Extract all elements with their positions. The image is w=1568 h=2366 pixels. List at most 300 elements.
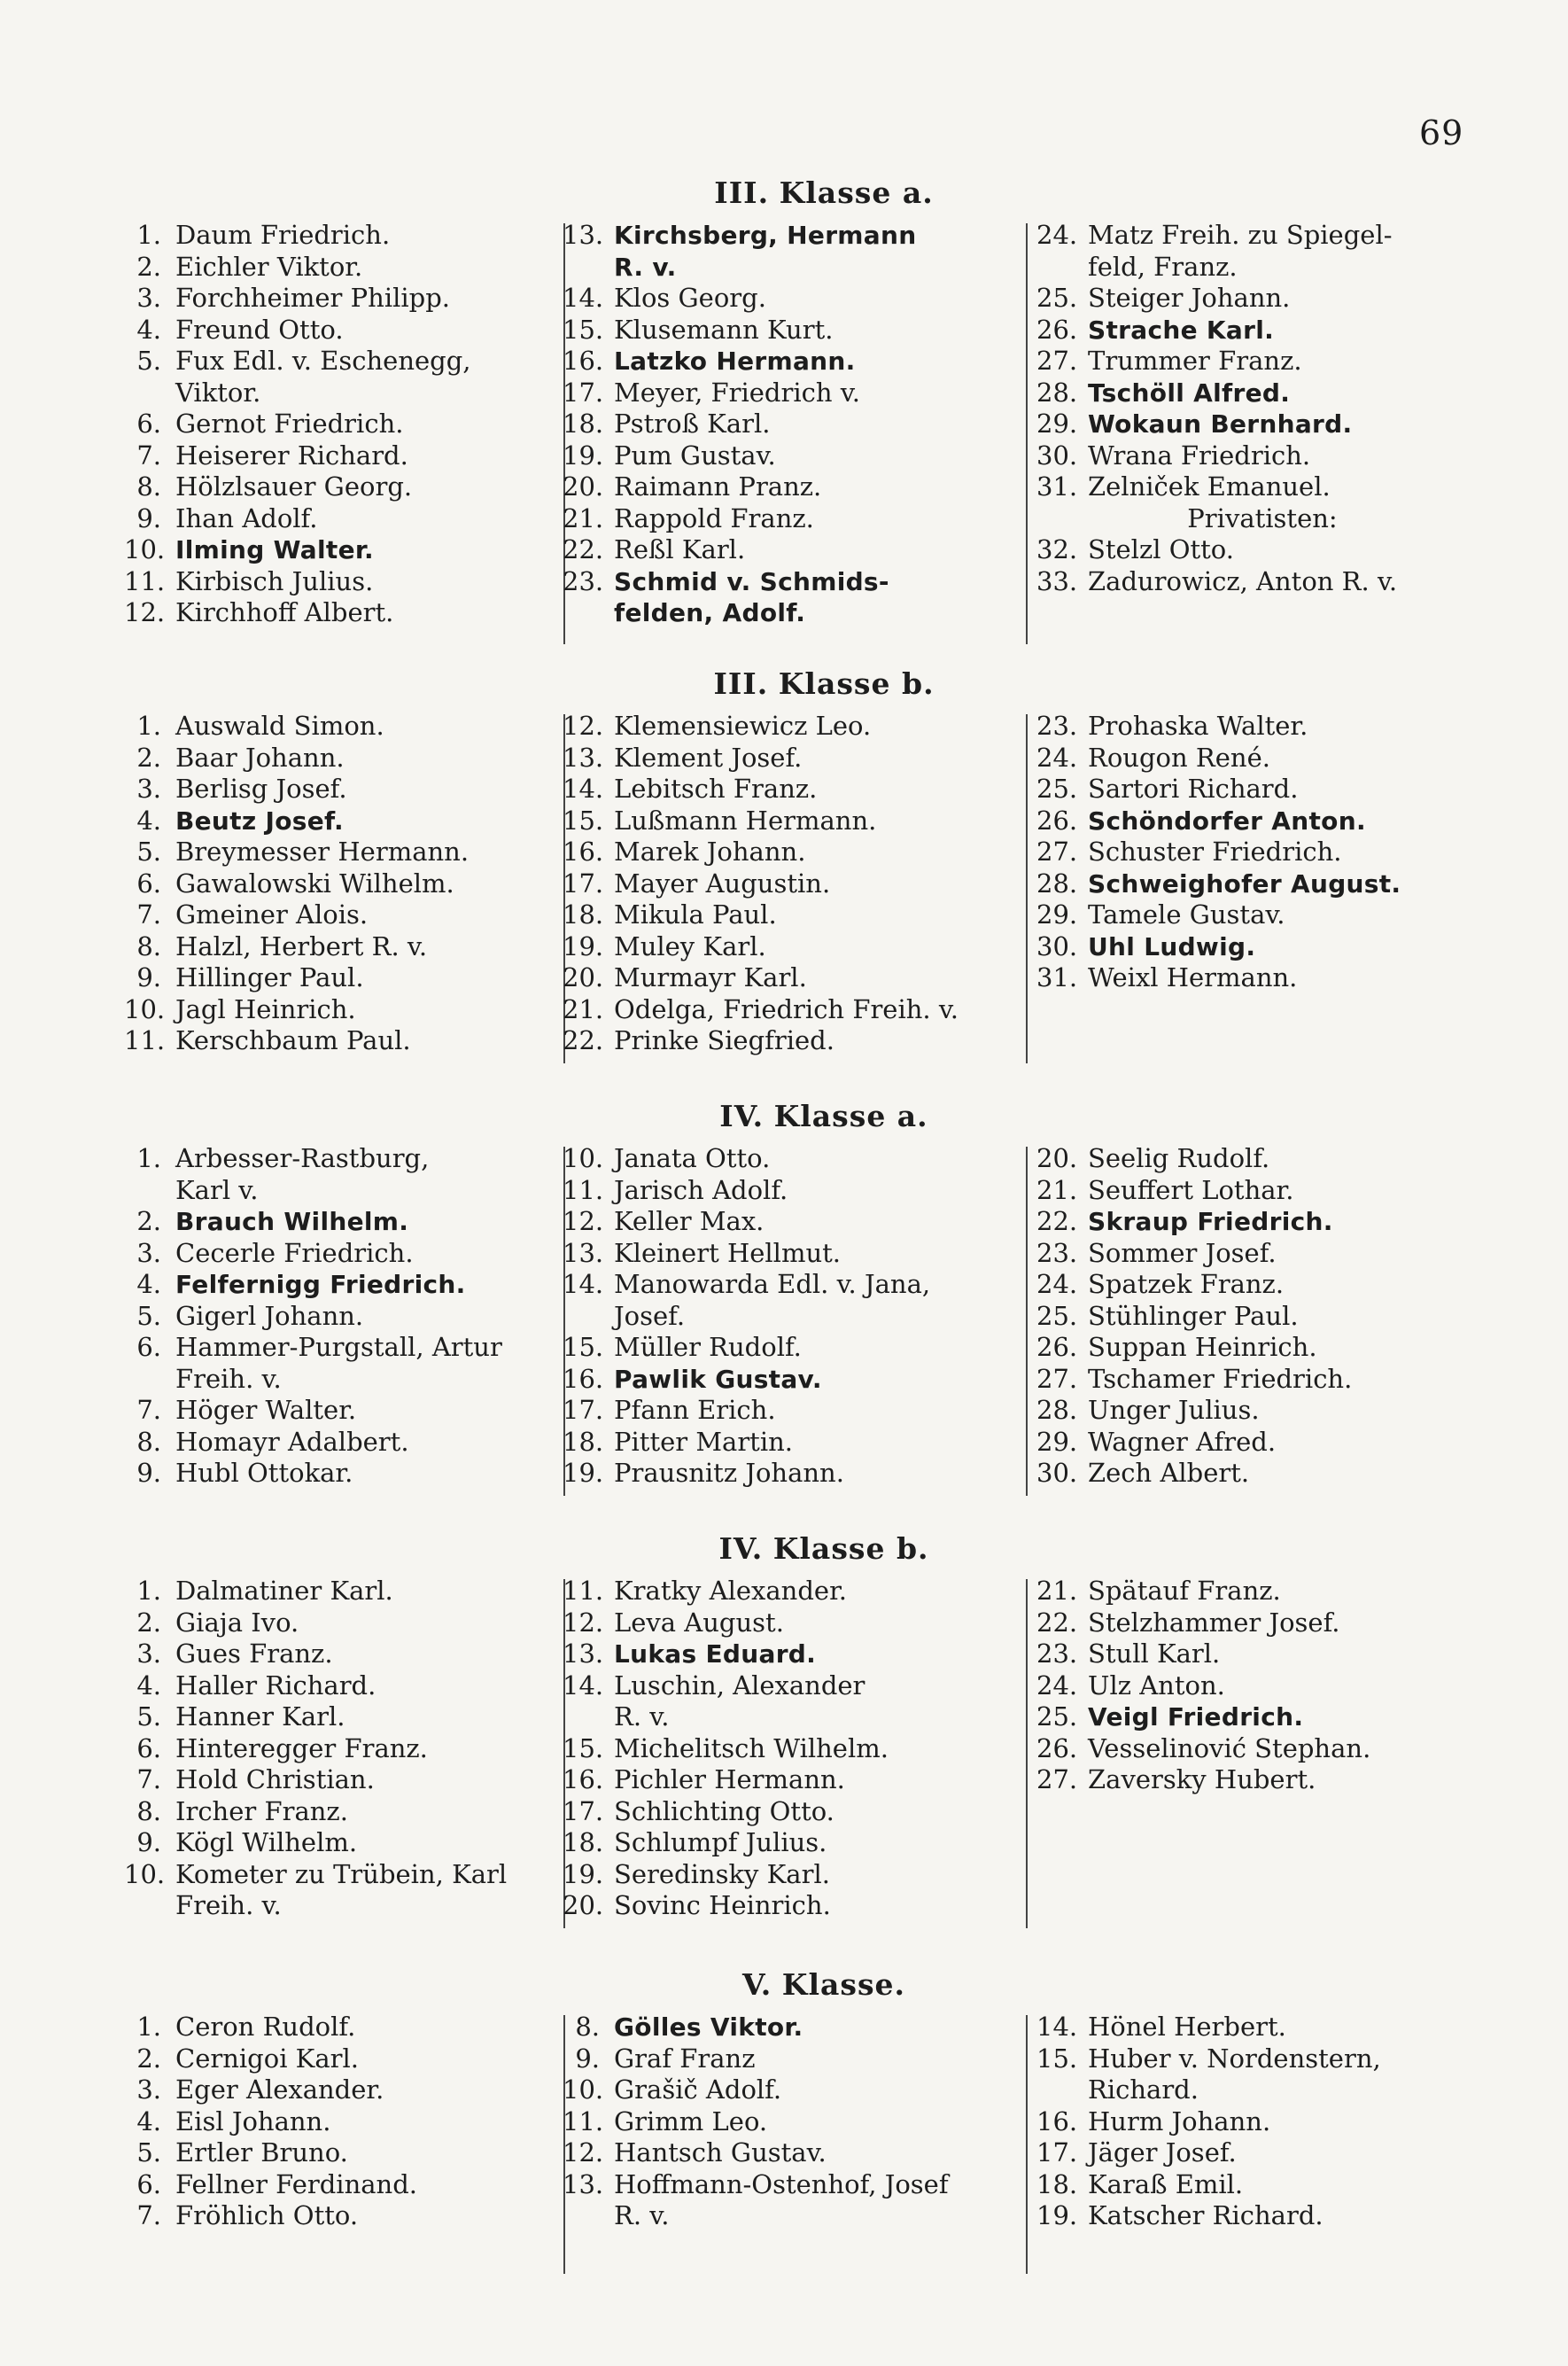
list-item bbox=[124, 1796, 558, 1828]
student-name: Giaja Ivo. bbox=[175, 1607, 299, 1638]
list-item bbox=[563, 1607, 1023, 1639]
list-item bbox=[124, 1859, 558, 1922]
student-name: Jarisch Adolf. bbox=[614, 1174, 788, 1205]
student-name: Gernot Friedrich. bbox=[175, 409, 404, 439]
item-number: 25. bbox=[1036, 283, 1078, 313]
student-name: Stull Karl. bbox=[1088, 1638, 1221, 1669]
student-name: Kleinert Hellmut. bbox=[614, 1237, 842, 1268]
list-item bbox=[563, 774, 1023, 806]
list-item bbox=[563, 1890, 1023, 1922]
list-item bbox=[1036, 2137, 1488, 2169]
list-item bbox=[124, 566, 558, 598]
student-name: Seuffert Lothar. bbox=[1088, 1174, 1294, 1205]
item-number: 19. bbox=[563, 930, 604, 961]
columns bbox=[124, 1143, 1488, 1560]
item-number: 8. bbox=[575, 2012, 600, 2042]
list-item bbox=[124, 743, 558, 774]
list-item bbox=[1036, 1143, 1488, 1175]
student-name: Huber v. Nordenstern, bbox=[1088, 2043, 1381, 2074]
item-number: 8. bbox=[136, 1426, 161, 1457]
list-item bbox=[124, 1638, 558, 1670]
item-number: 7. bbox=[136, 440, 161, 471]
student-name: Gmeiner Alois. bbox=[175, 899, 369, 930]
list-item bbox=[124, 471, 558, 503]
student-name: Dalmatiner Karl. bbox=[175, 1576, 393, 1606]
item-number: 2. bbox=[136, 1206, 161, 1236]
item-number: 9. bbox=[136, 1458, 161, 1488]
list-item bbox=[563, 1332, 1023, 1364]
list-item bbox=[1036, 2106, 1488, 2138]
item-number: 9. bbox=[136, 962, 161, 992]
item-number: 11. bbox=[124, 565, 166, 596]
item-number: 27. bbox=[1036, 837, 1078, 867]
item-number: 12. bbox=[563, 2137, 604, 2168]
student-name: Murmayr Karl. bbox=[614, 962, 807, 992]
student-name: Pichler Hermann. bbox=[614, 1764, 845, 1794]
item-number: 16. bbox=[563, 1764, 604, 1794]
item-number: 8. bbox=[136, 1795, 161, 1826]
name-column-1 bbox=[124, 1143, 558, 1490]
item-number: 32. bbox=[1036, 534, 1078, 564]
item-number: 30. bbox=[1036, 440, 1078, 471]
student-name: Suppan Heinrich. bbox=[1088, 1332, 1317, 1362]
student-name: Kratky Alexander. bbox=[614, 1576, 847, 1606]
student-name: Wagner Afred. bbox=[1088, 1426, 1277, 1457]
list-item bbox=[1036, 377, 1488, 409]
item-number: 3. bbox=[136, 2074, 161, 2105]
section-heading: III. Klasse a. bbox=[714, 175, 934, 210]
student-name-continuation: Karl v. bbox=[175, 1174, 259, 1205]
student-name: Hold Christian. bbox=[175, 1764, 375, 1794]
item-number: 7. bbox=[136, 1764, 161, 1794]
student-name: Unger Julius. bbox=[1088, 1395, 1260, 1425]
student-name: Veigl Friedrich. bbox=[1088, 1702, 1304, 1732]
item-number: 14. bbox=[1036, 2012, 1078, 2042]
list-item bbox=[563, 2106, 1023, 2138]
list-item bbox=[563, 220, 1023, 283]
student-name: Latzko Hermann. bbox=[614, 346, 856, 376]
student-name: Tschamer Friedrich. bbox=[1088, 1363, 1353, 1394]
item-number: 5. bbox=[136, 1300, 161, 1331]
item-number: 11. bbox=[563, 1174, 604, 1205]
list-item bbox=[563, 1143, 1023, 1175]
list-item bbox=[124, 1301, 558, 1333]
name-column-3 bbox=[1036, 1143, 1488, 1490]
item-number: 11. bbox=[563, 1576, 604, 1606]
list-item bbox=[1036, 931, 1488, 963]
columns bbox=[124, 711, 1488, 1127]
list-item bbox=[124, 1764, 558, 1796]
student-name: Leva August. bbox=[614, 1607, 784, 1638]
item-number: 10. bbox=[563, 1143, 604, 1173]
list-item bbox=[1036, 440, 1488, 472]
student-name-continuation: R. v. bbox=[614, 1701, 670, 1732]
item-number: 12. bbox=[563, 1206, 604, 1236]
list-item bbox=[124, 1670, 558, 1702]
student-name: Berlisg Josef. bbox=[175, 774, 347, 804]
student-name: Prinke Siegfried. bbox=[614, 1025, 834, 1055]
list-item bbox=[124, 868, 558, 900]
list-item bbox=[563, 346, 1023, 377]
list-item bbox=[563, 1206, 1023, 1238]
student-name: Tamele Gustav. bbox=[1088, 899, 1285, 930]
item-number: 6. bbox=[136, 409, 161, 439]
list-item bbox=[563, 2012, 1023, 2043]
item-number: 16. bbox=[563, 346, 604, 376]
list-item bbox=[124, 2043, 558, 2075]
list-item bbox=[563, 1025, 1023, 1057]
list-item bbox=[124, 931, 558, 963]
list-item bbox=[124, 2169, 558, 2201]
list-item bbox=[1036, 743, 1488, 774]
item-number: 9. bbox=[575, 2043, 600, 2074]
student-name: Zech Albert. bbox=[1088, 1458, 1250, 1488]
item-number: 15. bbox=[1036, 2043, 1078, 2074]
list-item bbox=[124, 1827, 558, 1859]
list-item bbox=[563, 806, 1023, 837]
student-name: Raimann Pranz. bbox=[614, 471, 822, 502]
item-number: 15. bbox=[563, 805, 604, 836]
student-name: Ulz Anton. bbox=[1088, 1669, 1225, 1701]
item-number: 10. bbox=[563, 2074, 604, 2105]
list-item bbox=[563, 566, 1023, 629]
student-name: Zadurowicz, Anton R. v. bbox=[1088, 565, 1398, 596]
list-item bbox=[563, 1175, 1023, 1207]
list-item bbox=[124, 1238, 558, 1270]
item-number: 4. bbox=[136, 314, 161, 345]
list-item bbox=[563, 711, 1023, 743]
item-number: 25. bbox=[1036, 1300, 1078, 1331]
list-item bbox=[1036, 806, 1488, 837]
list-item bbox=[1036, 1269, 1488, 1301]
name-column-3 bbox=[1036, 711, 1488, 994]
student-name: Fux Edl. v. Eschenegg, bbox=[175, 346, 471, 376]
column-divider bbox=[1026, 1147, 1028, 1496]
student-name: Hubl Ottokar. bbox=[175, 1458, 353, 1488]
student-name: Zaversky Hubert. bbox=[1088, 1764, 1316, 1794]
student-name: Jagl Heinrich. bbox=[175, 993, 356, 1024]
student-name: Hanner Karl. bbox=[175, 1701, 345, 1732]
student-name: Pum Gustav. bbox=[614, 440, 776, 471]
item-number: 5. bbox=[136, 346, 161, 376]
list-item bbox=[124, 1607, 558, 1639]
item-number: 5. bbox=[136, 837, 161, 867]
list-item bbox=[1036, 899, 1488, 931]
student-name: Spätauf Franz. bbox=[1088, 1576, 1281, 1606]
list-item bbox=[1036, 2012, 1488, 2043]
student-name: Auswald Simon. bbox=[175, 711, 384, 741]
item-number: 22. bbox=[1036, 1607, 1078, 1638]
student-name-continuation: R. v. bbox=[614, 2200, 670, 2230]
list-item bbox=[124, 315, 558, 346]
student-name: Matz Freih. zu Spiegel- bbox=[1088, 220, 1393, 250]
student-name: Katscher Richard. bbox=[1088, 2200, 1323, 2230]
item-number: 25. bbox=[1036, 774, 1078, 804]
item-number: 15. bbox=[563, 1732, 604, 1763]
list-item bbox=[1036, 409, 1488, 440]
student-name: Grimm Leo. bbox=[614, 2105, 768, 2136]
list-item bbox=[124, 1206, 558, 1238]
item-number: 16. bbox=[563, 1363, 604, 1394]
item-number: 6. bbox=[136, 868, 161, 899]
student-name: Seredinsky Karl. bbox=[614, 1858, 830, 1889]
item-number: 4. bbox=[136, 1669, 161, 1701]
item-number: 31. bbox=[1036, 471, 1078, 502]
student-name: Kerschbaum Paul. bbox=[175, 1025, 411, 1055]
list-item bbox=[124, 597, 558, 629]
student-name-continuation: R. v. bbox=[614, 252, 677, 282]
student-name: Homayr Adalbert. bbox=[175, 1426, 409, 1457]
list-item bbox=[563, 1395, 1023, 1427]
student-name: Lußmann Hermann. bbox=[614, 805, 877, 836]
student-name: Kirbisch Julius. bbox=[175, 565, 374, 596]
student-name: Höger Walter. bbox=[175, 1395, 357, 1425]
list-item bbox=[563, 743, 1023, 774]
student-name: Spatzek Franz. bbox=[1088, 1269, 1285, 1299]
item-number: 27. bbox=[1036, 1764, 1078, 1794]
section-heading: IV. Klasse b. bbox=[718, 1531, 929, 1566]
list-item bbox=[1036, 1206, 1488, 1238]
list-item bbox=[563, 1796, 1023, 1828]
student-name: Schlichting Otto. bbox=[614, 1795, 834, 1826]
item-number: 7. bbox=[136, 899, 161, 930]
list-item bbox=[124, 1332, 558, 1395]
list-item bbox=[124, 2012, 558, 2043]
list-item bbox=[124, 2200, 558, 2232]
list-item bbox=[1036, 566, 1488, 598]
list-item bbox=[1036, 1670, 1488, 1702]
student-name: Schöndorfer Anton. bbox=[1088, 806, 1366, 836]
item-number: 22. bbox=[1036, 1206, 1078, 1236]
list-item bbox=[1036, 2200, 1488, 2232]
item-number: 28. bbox=[1036, 1395, 1078, 1425]
student-name: Schlumpf Julius. bbox=[614, 1827, 827, 1857]
student-name: Hinteregger Franz. bbox=[175, 1732, 428, 1763]
list-item bbox=[1036, 774, 1488, 806]
item-number: 8. bbox=[136, 471, 161, 502]
item-number: 24. bbox=[1036, 742, 1078, 773]
student-name: Mikula Paul. bbox=[614, 899, 777, 930]
student-name: Meyer, Friedrich v. bbox=[614, 377, 860, 408]
student-name: Graf Franz bbox=[614, 2043, 756, 2074]
list-item bbox=[124, 774, 558, 806]
student-name-continuation: felden, Adolf. bbox=[614, 598, 806, 627]
section-v-klasse bbox=[124, 1958, 1488, 2313]
item-number: 14. bbox=[563, 774, 604, 804]
item-number: 20. bbox=[563, 1890, 604, 1920]
item-number: 23. bbox=[1036, 1638, 1078, 1669]
item-number: 13. bbox=[563, 1638, 604, 1669]
section-iv-klasse-a bbox=[124, 1090, 1488, 1506]
list-item bbox=[563, 1364, 1023, 1396]
item-number: 20. bbox=[563, 471, 604, 502]
student-name: Cecerle Friedrich. bbox=[175, 1237, 414, 1268]
item-number: 7. bbox=[136, 1395, 161, 1425]
list-item bbox=[563, 1458, 1023, 1490]
student-name: Sommer Josef. bbox=[1088, 1237, 1277, 1268]
student-name: Pfann Erich. bbox=[614, 1395, 776, 1425]
student-name: Eichler Viktor. bbox=[175, 251, 363, 282]
section-iii-klasse-a bbox=[124, 167, 1488, 645]
list-item bbox=[563, 837, 1023, 868]
list-item bbox=[563, 1238, 1023, 1270]
student-name: Strache Karl. bbox=[1088, 315, 1275, 345]
name-column-2 bbox=[563, 711, 1023, 1057]
name-column-2 bbox=[563, 2012, 1023, 2232]
student-name: Skraup Friedrich. bbox=[1088, 1207, 1333, 1236]
list-item bbox=[563, 1427, 1023, 1459]
student-name: Heiserer Richard. bbox=[175, 440, 408, 471]
list-item bbox=[1036, 1576, 1488, 1607]
student-name: Lukas Eduard. bbox=[614, 1639, 817, 1669]
list-item bbox=[124, 711, 558, 743]
student-name: Brauch Wilhelm. bbox=[175, 1207, 409, 1236]
item-number: 3. bbox=[136, 283, 161, 313]
item-number: 20. bbox=[1036, 1143, 1078, 1173]
list-item bbox=[124, 1458, 558, 1490]
student-name: Gawalowski Wilhelm. bbox=[175, 868, 454, 899]
item-number: 29. bbox=[1036, 409, 1078, 439]
list-item bbox=[563, 1638, 1023, 1670]
item-number: 18. bbox=[1036, 2168, 1078, 2199]
student-name: Kirchsberg, Hermann bbox=[614, 221, 917, 250]
item-number: 10. bbox=[124, 1858, 166, 1889]
item-number: 16. bbox=[563, 837, 604, 867]
item-number: 22. bbox=[563, 534, 604, 564]
student-name: Müller Rudolf. bbox=[614, 1332, 802, 1362]
item-number: 9. bbox=[136, 1827, 161, 1857]
student-name: Pawlik Gustav. bbox=[614, 1364, 822, 1394]
student-name: Steiger Johann. bbox=[1088, 283, 1291, 313]
column-divider bbox=[1026, 714, 1028, 1063]
name-column-3 bbox=[1036, 2012, 1488, 2232]
item-number: 25. bbox=[1036, 1701, 1078, 1732]
item-number: 7. bbox=[136, 2200, 161, 2230]
item-number: 12. bbox=[124, 597, 166, 627]
item-number: 21. bbox=[563, 502, 604, 533]
student-name: Fröhlich Otto. bbox=[175, 2200, 359, 2230]
student-name: Muley Karl. bbox=[614, 930, 766, 961]
item-number: 1. bbox=[136, 1143, 161, 1173]
item-number: 18. bbox=[563, 409, 604, 439]
list-item bbox=[1036, 1764, 1488, 1796]
page-number: 69 bbox=[1419, 113, 1464, 152]
student-name: Hurm Johann. bbox=[1088, 2105, 1271, 2136]
list-item bbox=[124, 1269, 558, 1301]
item-number: 17. bbox=[563, 868, 604, 899]
student-name: Ilming Walter. bbox=[175, 535, 374, 564]
item-number: 3. bbox=[136, 1638, 161, 1669]
student-name: Trummer Franz. bbox=[1088, 346, 1302, 376]
list-item bbox=[1036, 471, 1488, 503]
student-name: Arbesser-Rastburg, bbox=[175, 1143, 430, 1173]
item-number: 33. bbox=[1036, 565, 1078, 596]
section-iv-klasse-b bbox=[124, 1522, 1488, 1939]
item-number: 3. bbox=[136, 774, 161, 804]
student-name: Klement Josef. bbox=[614, 742, 803, 773]
student-name: Baar Johann. bbox=[175, 742, 345, 773]
item-number: 30. bbox=[1036, 1458, 1078, 1488]
student-name: Odelga, Friedrich Freih. v. bbox=[614, 993, 959, 1024]
item-number: 11. bbox=[563, 2105, 604, 2136]
item-number: 17. bbox=[563, 377, 604, 408]
student-name: Rougon René. bbox=[1088, 742, 1270, 773]
item-number: 21. bbox=[1036, 1576, 1078, 1606]
list-item bbox=[1036, 1701, 1488, 1733]
item-number: 27. bbox=[1036, 346, 1078, 376]
list-item bbox=[124, 1143, 558, 1206]
list-item bbox=[124, 346, 558, 409]
name-column-1 bbox=[124, 711, 558, 1057]
item-number: 19. bbox=[563, 1458, 604, 1488]
list-item bbox=[563, 315, 1023, 346]
item-number: 24. bbox=[1036, 1669, 1078, 1701]
item-number: 24. bbox=[1036, 1269, 1078, 1299]
item-number: 26. bbox=[1036, 1732, 1078, 1763]
list-item bbox=[563, 1859, 1023, 1891]
name-column-1 bbox=[124, 1576, 558, 1922]
student-name: Wrana Friedrich. bbox=[1088, 440, 1311, 471]
item-number: 9. bbox=[136, 502, 161, 533]
list-item bbox=[563, 994, 1023, 1026]
student-name: Gölles Viktor. bbox=[614, 2012, 803, 2042]
student-name: Keller Max. bbox=[614, 1206, 765, 1236]
item-number: 1. bbox=[136, 2012, 161, 2042]
item-number: 2. bbox=[136, 251, 161, 282]
student-name: Vesselinović Stephan. bbox=[1088, 1732, 1371, 1763]
item-number: 24. bbox=[1036, 220, 1078, 250]
item-number: 17. bbox=[563, 1795, 604, 1826]
student-name: Sartori Richard. bbox=[1088, 774, 1299, 804]
item-number: 23. bbox=[563, 565, 604, 596]
list-item bbox=[563, 409, 1023, 440]
list-item bbox=[1036, 1364, 1488, 1396]
list-item bbox=[1036, 837, 1488, 868]
list-item bbox=[124, 806, 558, 837]
list-item bbox=[124, 2106, 558, 2138]
student-name: Gigerl Johann. bbox=[175, 1300, 364, 1331]
student-name: Michelitsch Wilhelm. bbox=[614, 1732, 889, 1763]
student-name: Klos Georg. bbox=[614, 283, 766, 313]
student-name: Zelniček Emanuel. bbox=[1088, 471, 1331, 502]
list-item bbox=[1036, 962, 1488, 994]
list-item bbox=[563, 899, 1023, 931]
item-number: 28. bbox=[1036, 868, 1078, 899]
section-iii-klasse-b bbox=[124, 658, 1488, 1074]
name-column-1 bbox=[124, 220, 558, 629]
student-name: Hillinger Paul. bbox=[175, 962, 364, 992]
item-number: 22. bbox=[563, 1025, 604, 1055]
student-name: Wokaun Bernhard. bbox=[1088, 409, 1353, 439]
item-number: 13. bbox=[563, 742, 604, 773]
list-item bbox=[563, 1827, 1023, 1859]
list-item bbox=[124, 1576, 558, 1607]
student-name: Haller Richard. bbox=[175, 1669, 376, 1701]
item-number: 6. bbox=[136, 2168, 161, 2199]
student-name: Stühlinger Paul. bbox=[1088, 1300, 1299, 1331]
list-item bbox=[563, 868, 1023, 900]
item-number: 31. bbox=[1036, 962, 1078, 992]
item-number: 13. bbox=[563, 1237, 604, 1268]
list-item bbox=[563, 534, 1023, 566]
student-name-continuation: feld, Franz. bbox=[1088, 251, 1238, 282]
section-heading: III. Klasse b. bbox=[713, 666, 935, 701]
list-item bbox=[124, 1733, 558, 1765]
student-name-continuation: Viktor. bbox=[175, 377, 261, 408]
item-number: 11. bbox=[124, 1025, 166, 1055]
list-item bbox=[124, 440, 558, 472]
item-number: 2. bbox=[136, 742, 161, 773]
